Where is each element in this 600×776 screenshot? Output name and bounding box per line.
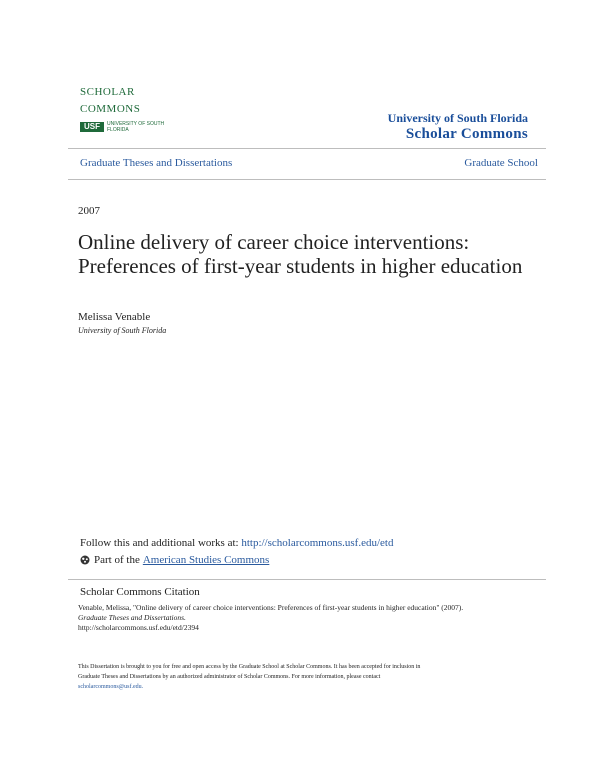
- scholar-commons-logo: [80, 86, 165, 136]
- repository-name[interactable]: Scholar Commons: [405, 126, 528, 142]
- follow-url-link[interactable]: http://scholarcommons.usf.edu/etd: [241, 537, 394, 549]
- citation-line-1: Venable, Melissa, "Online delivery of career choice interventions: Preferences of first-year students in higher education" (2007).: [78, 603, 464, 612]
- collection-link[interactable]: Graduate Theses and Dissertations: [80, 157, 233, 169]
- author-affiliation: University of South Florida: [78, 326, 167, 335]
- follow-prefix: Follow this and additional works at:: [80, 537, 242, 549]
- notice-line-2: Graduate Theses and Dissertations by an authorized administrator of Scholar Commons. For more information, please contact: [78, 674, 381, 680]
- citation-heading: Scholar Commons Citation: [80, 586, 200, 598]
- access-notice: [78, 662, 518, 692]
- follow-line: [80, 537, 393, 549]
- part-of-prefix: Part of the: [94, 554, 140, 566]
- document-title: Online delivery of career choice interventions: Preferences of first-year students in higher education: [78, 230, 523, 278]
- notice-line-1: This Dissertation is brought to you for free and open access by the Graduate School at Scholar Commons. It has been accepted for inclusion in: [78, 664, 421, 670]
- university-name[interactable]: University of South Florida: [387, 111, 528, 125]
- contact-email-link[interactable]: scholarcommons@usf.edu.: [78, 684, 144, 690]
- part-of-line: [80, 554, 269, 566]
- divider-top: [68, 148, 546, 149]
- divider-crumbs: [68, 179, 546, 180]
- university-header: [388, 111, 528, 143]
- citation-text: [78, 603, 518, 633]
- citation-url[interactable]: http://scholarcommons.usf.edu/etd/2394: [78, 623, 199, 632]
- author-name: Melissa Venable: [78, 311, 151, 323]
- american-studies-link[interactable]: American Studies Commons: [142, 554, 270, 566]
- logo-scholar-text: SCHOLAR: [80, 86, 135, 98]
- publication-year: 2007: [78, 205, 100, 217]
- logo-usf-badge: USF: [80, 122, 104, 132]
- school-link[interactable]: Graduate School: [464, 157, 538, 169]
- network-icon: [80, 555, 90, 565]
- divider-citation: [68, 579, 546, 580]
- citation-line-2: Graduate Theses and Dissertations.: [78, 613, 186, 622]
- logo-subtitle: UNIVERSITY OF SOUTH FLORIDA: [107, 121, 165, 133]
- logo-commons-text: COMMONS: [80, 103, 141, 115]
